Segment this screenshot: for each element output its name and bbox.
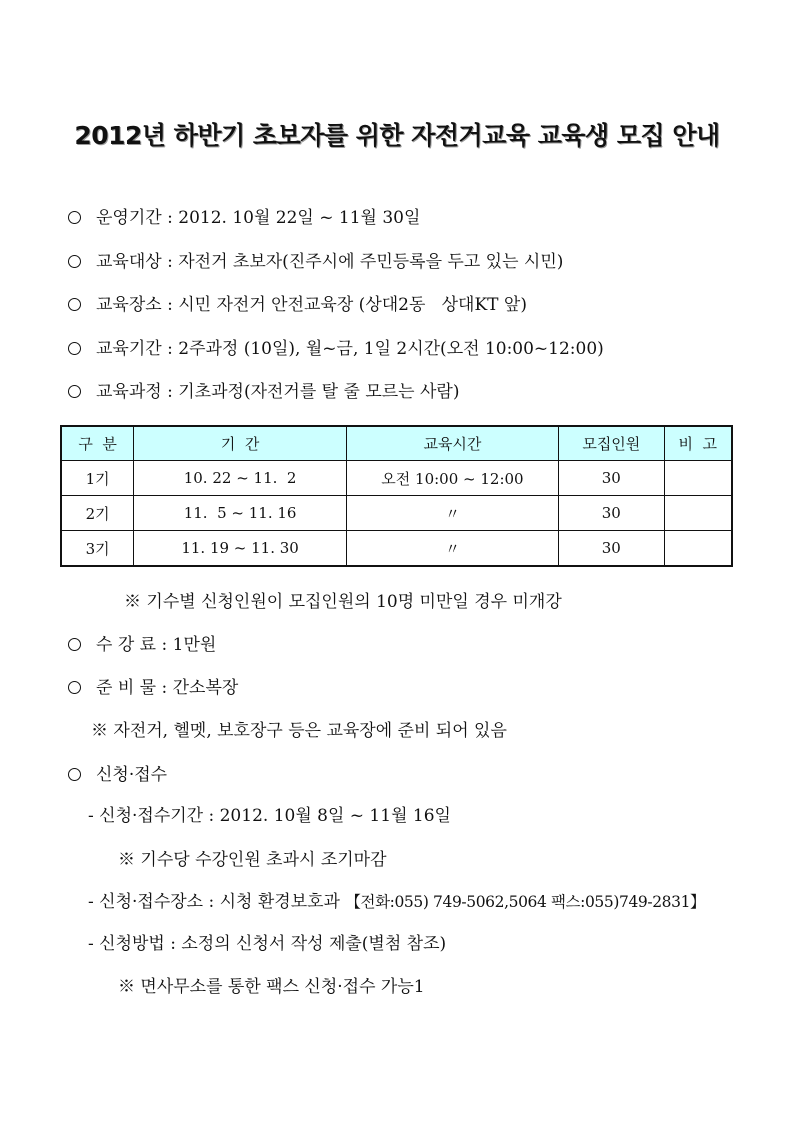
table-footnote: ※ 기수별 신청인원이 모집인원의 10명 미만일 경우 미개강 [124,592,562,612]
info-value: 1만원 [172,635,217,655]
circle-bullet-icon [68,298,81,311]
cell-time: 오전 10:00 ~ 12:00 [346,461,558,496]
application-contact: 【전화:055) 749-5062,5064 팩스:055)749-2831】 [345,893,706,911]
schedule-table [60,425,733,567]
info-value: 기초과정(자전거를 탈 줄 모르는 사람) [178,382,460,402]
application-period-note: ※ 기수당 수강인원 초과시 조기마감 [118,850,387,870]
info-label: 교육대상 [96,252,162,272]
cell-term: 3기 [61,531,134,567]
info-label: 준 비 물 [96,678,157,698]
cell-count: 30 [559,496,665,531]
application-period: - 신청·접수기간 : 2012. 10월 8일 ~ 11월 16일 [88,806,451,826]
info-label: 운영기간 [96,208,162,228]
cell-term: 1기 [61,461,134,496]
info-duration: 교육기간 : 2주과정 (10일), 월~금, 1일 2시간(오전 10:00~12:00) [68,338,604,360]
table-row [61,531,732,567]
info-value: 시민 자전거 안전교육장 (상대2동 상대KT 앞) [178,295,527,315]
application-heading [68,764,167,786]
info-value: 간소복장 [172,678,239,698]
info-value: 2012. 10월 22일 ~ 11월 30일 [178,208,421,228]
circle-bullet-icon [68,342,81,355]
circle-bullet-icon [68,638,81,651]
table-header-row [61,426,732,461]
cell-note [664,496,732,531]
info-target: 교육대상 : 자전거 초보자(진주시에 주민등록을 두고 있는 시민) [68,251,563,273]
cell-time: 〃 [346,496,558,531]
application-method-note: ※ 면사무소를 통한 팩스 신청·접수 가능1 [118,977,425,997]
application-method: - 신청방법 : 소정의 신청서 작성 제출(별첨 참조) [88,934,447,954]
circle-bullet-icon [68,211,81,224]
circle-bullet-icon [68,681,81,694]
cell-count: 30 [559,531,665,567]
header-period: 기 간 [134,426,347,461]
cell-time: 〃 [346,531,558,567]
table-row [61,496,732,531]
info-value: 2주과정 (10일), 월~금, 1일 2시간(오전 10:00~12:00) [178,339,604,359]
application-place-label: - 신청·접수장소 : 시청 환경보호과 [88,892,346,912]
circle-bullet-icon [68,768,81,781]
info-value: 자전거 초보자(진주시에 주민등록을 두고 있는 시민) [178,252,564,272]
info-label: 교육기간 [96,339,162,359]
header-note: 비 고 [664,426,732,461]
info-fee: 수 강 료 : 1만원 [68,634,216,656]
application-place [88,891,705,913]
cell-count: 30 [559,461,665,496]
cell-period: 10. 22 ~ 11. 2 [134,461,347,496]
info-label: 수 강 료 [96,635,157,655]
supplies-note: ※ 자전거, 헬멧, 보호장구 등은 교육장에 준비 되어 있음 [91,721,507,741]
header-time: 교육시간 [346,426,558,461]
cell-note [664,531,732,567]
info-operating-period: 운영기간 : 2012. 10월 22일 ~ 11월 30일 [68,207,420,229]
cell-term: 2기 [61,496,134,531]
info-course: 교육과정 : 기초과정(자전거를 탈 줄 모르는 사람) [68,381,459,403]
cell-period: 11. 5 ~ 11. 16 [134,496,347,531]
info-label: 교육장소 [96,295,162,315]
header-term: 구 분 [61,426,134,461]
info-supplies: 준 비 물 : 간소복장 [68,677,238,699]
table-row [61,461,732,496]
page-title: 2012년 하반기 초보자를 위한 자전거교육 교육생 모집 안내 [74,121,720,150]
circle-bullet-icon [68,385,81,398]
application-heading-text: 신청·접수 [96,765,168,785]
header-count: 모집인원 [559,426,665,461]
cell-period: 11. 19 ~ 11. 30 [134,531,347,567]
info-label: 교육과정 [96,382,162,402]
circle-bullet-icon [68,255,81,268]
cell-note [664,461,732,496]
info-location: 교육장소 : 시민 자전거 안전교육장 (상대2동 상대KT 앞) [68,294,527,316]
